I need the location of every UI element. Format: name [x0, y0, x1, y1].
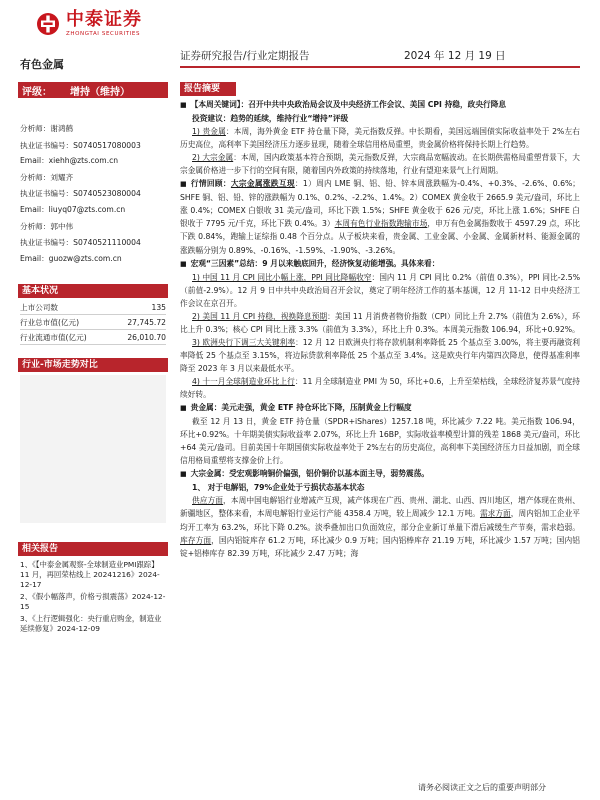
analyst-name: 分析师：郭中伟: [20, 222, 74, 231]
base-metal-label: 2) 大宗金属: [192, 153, 234, 163]
summary-section-header: 报告摘要: [180, 82, 236, 96]
market-review-text: ：1）周内 LME 铜、铝、铅、锌本周涨跌幅为-0.4%、+0.3%、-2.6%、0.6%；SHFE 铜、铝、铅、锌的涨跌幅为 0.1%、0.2%、-2.2%、1.4%。2）COMEX 黄金收于 2665.9 美元/盎司，环比上涨 0.4%；COMEX 白银收 31 美元/盎司，环比下跌 1.5%；SHFE 黄金收于 626 元/克，环比上涨 1.6%；SHFE 白银收于 7795 元/千克，环比下跌 0.4%。3）: [180, 179, 580, 229]
global-pmi-label: 4) 十一月全球制造业环比上行: [192, 376, 295, 386]
china-cpi-paragraph: [180, 271, 580, 310]
row-divider: [20, 344, 166, 345]
global-pmi-text: ：11 月全球制造业 PMI 为 50，环比+0.6，上升至荣枯线，全球经济复苏景气度持续好转。: [180, 376, 580, 400]
investment-advice-heading: 投资建议：趋势的延续，维持行业“增持”评级: [192, 114, 349, 124]
rating-value: 增持（维持）: [70, 86, 130, 98]
basics-row: [20, 303, 166, 313]
inventory-text: ，国内铝锭库存 61.2 万吨，环比减少 0.9 万吨；国内铝棒库存 21.19 万吨，环比减少 1.57 万吨；国内铝锭+铝棒库存 82.39 万吨，环比减少 2.47 万吨；海: [180, 535, 580, 558]
precious-metal-text: ：本周，海外黄金 ETF 持仓量下降，美元指数反弹。中长期看，美国远端国债实际收益率处于 2%左右历史高位，高利率下美国经济压力逐步显现，随着全球信用格局重塑，贵金属价格将保持长期上行趋势。: [180, 127, 580, 150]
supply-label: 供应方面: [192, 496, 224, 506]
market-review-label: 行情回顾：: [190, 179, 231, 189]
base-metal-paragraph: [180, 151, 580, 177]
analyst-cert: 执业证书编号：S0740517080003: [20, 141, 141, 150]
header-divider: [180, 66, 580, 68]
report-date: 2024 年 12 月 19 日: [404, 50, 506, 62]
market-review-highlight: 大宗金属涨跌互现: [230, 179, 295, 189]
keyword-paragraph: ■ 【本周关键词】：召开中共中央政治局会议及中央经济工作会议、美国 CPI 持稳，政央行降息: [180, 98, 580, 112]
analyst-name: 分析师：刘耀齐: [20, 173, 74, 182]
ecb-rate-text: ：12 月 12 日欧洲央行将存款机制利率降低 25 个基点至 3.00%，将主要再融资利率降低 25 个基点至 3.15%，将边际贷款利率降低 25 个基点至 3.4%。这是欧央行年内第四次降息，使得基准利率降至 2023 年 3 月以来最低水平。: [180, 337, 580, 373]
market-review-text-2: ，申万有色金属指数收于 4597.29 点，环比下跌 0.84%，跑输上证综指 0.48 个百分点。从子板块来看，贵金属、工业金属、小金属、金属新材料、能源金属的涨跌幅分别为 0.89%、-0.16%、-1.59%、-1.90%、-3.26%。: [180, 219, 580, 255]
market-trend-chart-placeholder: [20, 375, 166, 523]
ecb-rate-paragraph: [180, 336, 580, 375]
row-divider: [20, 314, 166, 315]
analyst-email[interactable]: Email：xiehh@zts.com.cn: [20, 156, 119, 165]
rating-banner: [18, 82, 168, 98]
china-cpi-label: 1) 中国 11 月 CPI 同比小幅上涨，PPI 同比降幅收窄: [192, 272, 372, 282]
us-cpi-label: 2) 美国 11 月 CPI 持稳，视换降息预期: [192, 311, 328, 321]
base-metal-text: ：本周，国内政策基本符合预期，美元指数反弹，大宗商品宽幅波动。在长期供需格局重塑背景下，大宗金属价格进一步下行的空间有限，随着国内外政策的持续落地，行业有望迎来景气上行周期。: [180, 153, 580, 176]
basics-value: 135: [151, 303, 166, 312]
base-metal-heading: ■ 大宗金属：受宏观影响铜价偏强，铝价铜价以基本面主导，弱势震荡。: [180, 467, 580, 481]
analyst-email[interactable]: Email：liuyq07@zts.com.cn: [20, 205, 126, 214]
analyst-cert: 执业证书编号：S0740521110004: [20, 238, 141, 247]
zhongtai-logo-icon: [36, 12, 60, 36]
company-logo: [36, 6, 196, 42]
macro-summary-heading: ■ 宏观“三因素”总结：9 月以来触底回升，经济恢复动能增强。具体来看：: [180, 257, 580, 271]
basics-key: 行业总市值(亿元): [20, 318, 80, 327]
inventory-label: 库存方面: [180, 535, 212, 545]
market-review-paragraph: [180, 177, 580, 256]
basics-key: 行业流通市值(亿元): [20, 333, 87, 342]
document-type: 证券研究报告/行业定期报告: [180, 50, 310, 62]
ecb-rate-label: 3) 欧洲央行下调三大关键利率: [192, 337, 296, 347]
us-cpi-paragraph: [180, 310, 580, 336]
aluminum-paragraph: [180, 494, 580, 559]
related-report-item[interactable]: 2、《假小幅落声，价格亏损震荡》2024-12-15: [20, 592, 166, 611]
supply-text: ，本周中国电解铝行业增减产互现，减产体现在广西、贵州、湖北、山西、四川地区，增产体现在贵州、新疆地区，整体来看，本周电解铝行业运行产能 4358.4 万吨，较上周减少 12.1 万吨。: [180, 496, 580, 519]
analyst-name: 分析师：谢鸿鹤: [20, 124, 74, 133]
logo-text-cn: 中泰证券: [66, 9, 142, 30]
analyst-cert: 执业证书编号：S0740523080004: [20, 189, 141, 198]
china-cpi-text: ：国内 11 月 CPI 同比 0.2%（前值 0.3%），PPI 同比-2.5%（前值-2.9%）。12 月 9 日中共中央政治局召开会议，奠定了明年经济工作的基本基调，12 月 11-12 日中央经济工作会议在京召开。: [180, 272, 580, 308]
global-pmi-paragraph: [180, 375, 580, 401]
precious-metal-paragraph: [180, 125, 580, 151]
precious-metal-heading: ■ 贵金属：美元走强，黄金 ETF 持仓环比下降，压制黄金上行幅度: [180, 401, 580, 415]
basics-value: 27,745.72: [127, 318, 166, 327]
sector-label: 有色金属: [20, 58, 64, 71]
demand-label: 需求方面: [479, 509, 511, 519]
logo-text-en: ZHONGTAI SECURITIES: [66, 31, 141, 37]
trend-section-header: 行业-市场走势对比: [18, 358, 168, 372]
precious-metal-label: 1) 贵金属: [192, 127, 226, 137]
related-report-item[interactable]: 3、《上行逻辑强化：央行重启购金，制造业延续修复》2024-12-09: [20, 614, 162, 633]
analyst-email[interactable]: Email：guozw@zts.com.cn: [20, 254, 122, 263]
related-report-item[interactable]: 1、《【中泰金属观察-全球制造业PMI跟踪】11 月，再回荣枯线上 20241216》2024-12-17: [20, 560, 160, 589]
gold-etf-paragraph: 截至 12 月 13 日，黄金 ETF 持仓量（SPDR+iShares）1257.18 吨，环比减少 7.22 吨。美元指数 106.94，环比+0.92%。十年期美债实际收益率 2.07%，环比上升 16BP，实际收益率模型计算的残差 1868 美元/盎司，环比+64 美元/盎司。目前美国十年期国债实际收益率处于 2%左右的历史高位，高利率下美国经济压力日益加剧，而全球信用格局重塑将支撑金价上行。: [180, 417, 580, 466]
disclaimer-footer: 请务必阅读正文之后的重要声明部分: [418, 783, 546, 792]
basics-row: [20, 333, 166, 343]
market-review-highlight-2: 本周有色行业指数跑输市场: [334, 219, 428, 229]
related-section-header: 相关报告: [18, 542, 168, 556]
rating-label: 评级：: [22, 86, 52, 98]
aluminum-heading: 1、 对于电解铝，79%企业处于亏损状态基本状态: [192, 483, 365, 493]
report-body: [180, 98, 580, 560]
basics-row: [20, 318, 166, 328]
basics-section-header: 基本状况: [18, 284, 168, 298]
row-divider: [20, 329, 166, 330]
basics-key: 上市公司数: [20, 303, 58, 312]
basics-value: 26,010.70: [127, 333, 166, 342]
demand-text: ，周内铝加工企业平均开工率为 63.2%，环比下降 0.2%。淡季叠加出口负面效应，部分企业新订单量下滑后减缓生产节奏，需求趋弱。: [180, 509, 580, 532]
us-cpi-text: ：美国 11 月消费者物价指数（CPI）同比上升 2.7%（前值为 2.6%），环比上升 0.3%；核心 CPI 同比上涨 3.3%（前值为 3.3%），环比上升 0.3%。本周美元指数 106.94，环比+0.92%。: [180, 311, 580, 334]
